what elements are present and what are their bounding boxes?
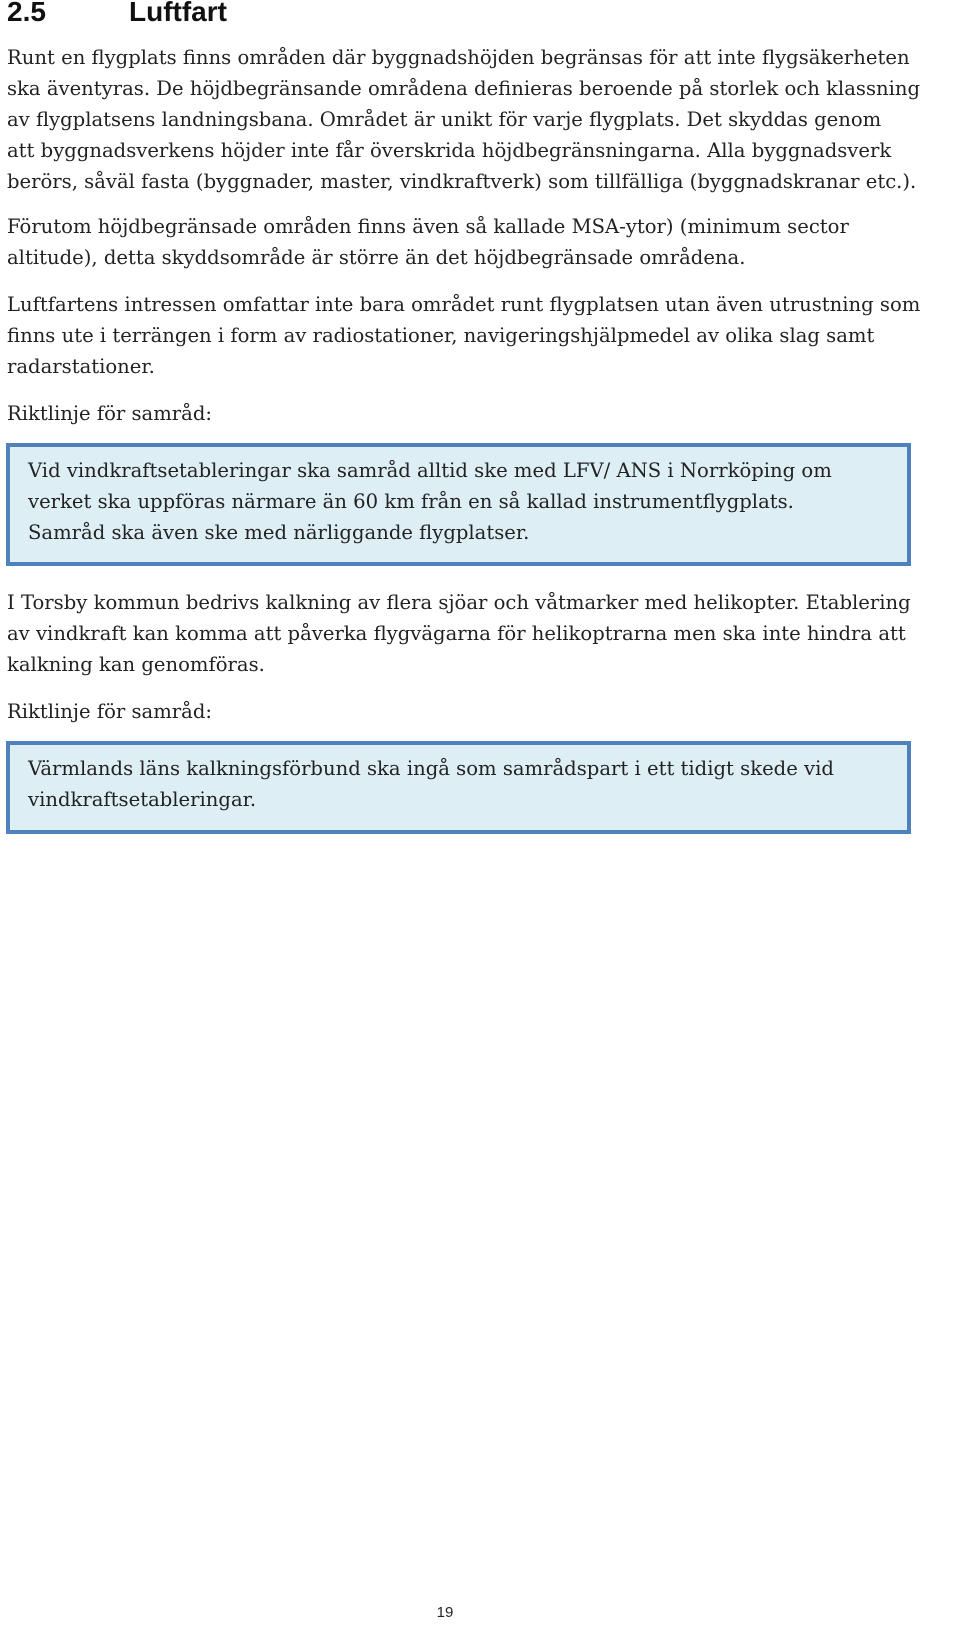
paragraph-line: Luftfartens intressen omfattar inte bara området runt flygplatsen utan även utrustning som: [7, 293, 921, 316]
paragraph-line: av vindkraft kan komma att påverka flygvägarna för helikoptrarna men ska inte hindra att: [7, 622, 906, 645]
guideline-line: vindkraftsetableringar.: [28, 788, 257, 811]
paragraph-liming: [7, 587, 952, 680]
page-number: 19: [436, 1604, 454, 1621]
guideline-label: Riktlinje för samråd:: [7, 402, 212, 425]
paragraph-line: Förutom höjdbegränsade områden finns även så kallade MSA-ytor) (minimum sector: [7, 215, 849, 238]
paragraph-line: Runt en flygplats finns områden där byggnadshöjden begränsas för att inte flygsäkerheten: [7, 46, 910, 69]
paragraph-line: ska äventyras. De höjdbegränsande områdena definieras beroende på storlek och klassning: [7, 77, 921, 100]
paragraph-line: att byggnadsverkens höjder inte får överskrida höjdbegränsningarna. Alla byggnadsverk: [7, 139, 892, 162]
guideline-box-liming: [6, 741, 911, 834]
paragraph-aviation-interests: [7, 289, 952, 382]
paragraph-line: altitude), detta skyddsområde är större än det höjdbegränsade områdena.: [7, 246, 746, 269]
paragraph-line: finns ute i terrängen i form av radiostationer, navigeringshjälpmedel av olika slag samt: [7, 324, 875, 347]
paragraph-line: berörs, såväl fasta (byggnader, master, vindkraftverk) som tillfälliga (byggnadskranar etc.).: [7, 170, 917, 193]
paragraph-line: I Torsby kommun bedrivs kalkning av flera sjöar och våtmarker med helikopter. Etablering: [7, 591, 911, 614]
section-number: 2.5: [7, 0, 46, 27]
guideline-text: [28, 753, 907, 815]
guideline-label: Riktlinje för samråd:: [7, 700, 212, 723]
guideline-line: verket ska uppföras närmare än 60 km från en så kallad instrumentflygplats.: [28, 490, 794, 513]
paragraph-msa: [7, 211, 952, 273]
paragraph-line: radarstationer.: [7, 355, 155, 378]
guideline-line: Vid vindkraftsetableringar ska samråd alltid ske med LFV/ ANS i Norrköping om: [28, 459, 832, 482]
paragraph-line: av flygplatsens landningsbana. Området är unikt för varje flygplats. Det skyddas genom: [7, 108, 882, 131]
paragraph-line: kalkning kan genomföras.: [7, 653, 265, 676]
guideline-text: [28, 455, 907, 548]
section-title: Luftfart: [129, 0, 227, 27]
section-heading: [7, 0, 227, 32]
paragraph-height-restrictions: [7, 42, 952, 197]
guideline-line: Samråd ska även ske med närliggande flygplatser.: [28, 521, 530, 544]
guideline-line: Värmlands läns kalkningsförbund ska ingå som samrådspart i ett tidigt skede vid: [28, 757, 834, 780]
guideline-box-lfv: [6, 443, 911, 566]
